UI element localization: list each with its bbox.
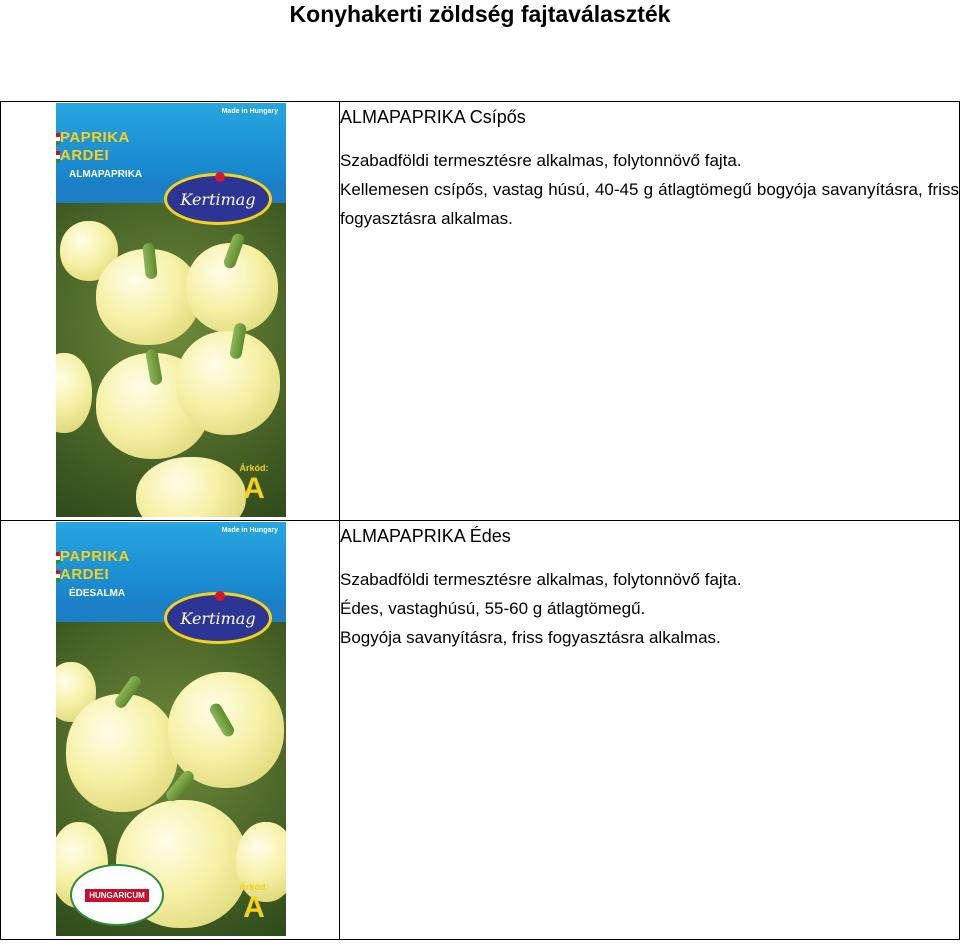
- description-line: Kellemesen csípős, vastag húsú, 40-45 g átlagtömegű bogyója savanyításra, friss fogyasztásra alkalmas.: [340, 180, 959, 228]
- page-title: Konyhakerti zöldség fajtaválaszték: [289, 1, 671, 27]
- packet-image-cell: [1, 102, 340, 521]
- seed-packet-image: [56, 522, 286, 936]
- kertimag-logo: [164, 173, 272, 225]
- kertimag-logo: [164, 592, 272, 644]
- description-line: Bogyója savanyításra, friss fogyasztásra alkalmas.: [340, 628, 721, 647]
- packet-header: [56, 103, 286, 181]
- table-row: [1, 102, 960, 521]
- description-line: Szabadföldi termesztésre alkalmas, folytonnövő fajta.: [340, 570, 742, 589]
- price-code-label: Árkód:: [239, 463, 269, 473]
- packet-header: [56, 522, 286, 600]
- brand-name: Kertimag: [180, 189, 256, 209]
- description-line: Szabadföldi termesztésre alkalmas, folytonnövő fajta.: [340, 151, 742, 170]
- packet-line1: PAPRIKA: [60, 548, 130, 565]
- seed-packet-image: [56, 103, 286, 517]
- packet-line2: ARDEI: [60, 147, 110, 164]
- price-code-label: Árkód:: [239, 882, 269, 892]
- table-row: [1, 521, 960, 940]
- description-line: Édes, vastaghúsú, 55-60 g átlagtömegű.: [340, 599, 646, 618]
- packet-subtitle: ALMAPAPRIKA: [69, 169, 143, 180]
- variety-name: ALMAPAPRIKA Csípős: [340, 107, 526, 127]
- variety-name: ALMAPAPRIKA Édes: [340, 526, 511, 546]
- price-code: [230, 882, 278, 924]
- hungaricum-label: HUNGARICUM: [85, 889, 149, 902]
- made-in-label: Made in Hungary: [221, 527, 278, 534]
- variety-text-cell: [340, 102, 960, 521]
- made-in-label: Made in Hungary: [221, 108, 278, 115]
- price-code-letter: A: [243, 472, 265, 505]
- packet-image-cell: [1, 521, 340, 940]
- packet-line2: ARDEI: [60, 566, 110, 583]
- brand-name: Kertimag: [180, 608, 256, 628]
- variety-table: [0, 101, 960, 940]
- packet-line1: PAPRIKA: [60, 129, 130, 146]
- variety-description: [340, 146, 959, 233]
- price-code-letter: A: [243, 891, 265, 924]
- price-code: [230, 463, 278, 505]
- variety-text-cell: [340, 521, 960, 940]
- variety-description: [340, 565, 959, 652]
- hungaricum-seal: [70, 864, 164, 926]
- packet-subtitle: ÉDESALMA: [69, 588, 126, 599]
